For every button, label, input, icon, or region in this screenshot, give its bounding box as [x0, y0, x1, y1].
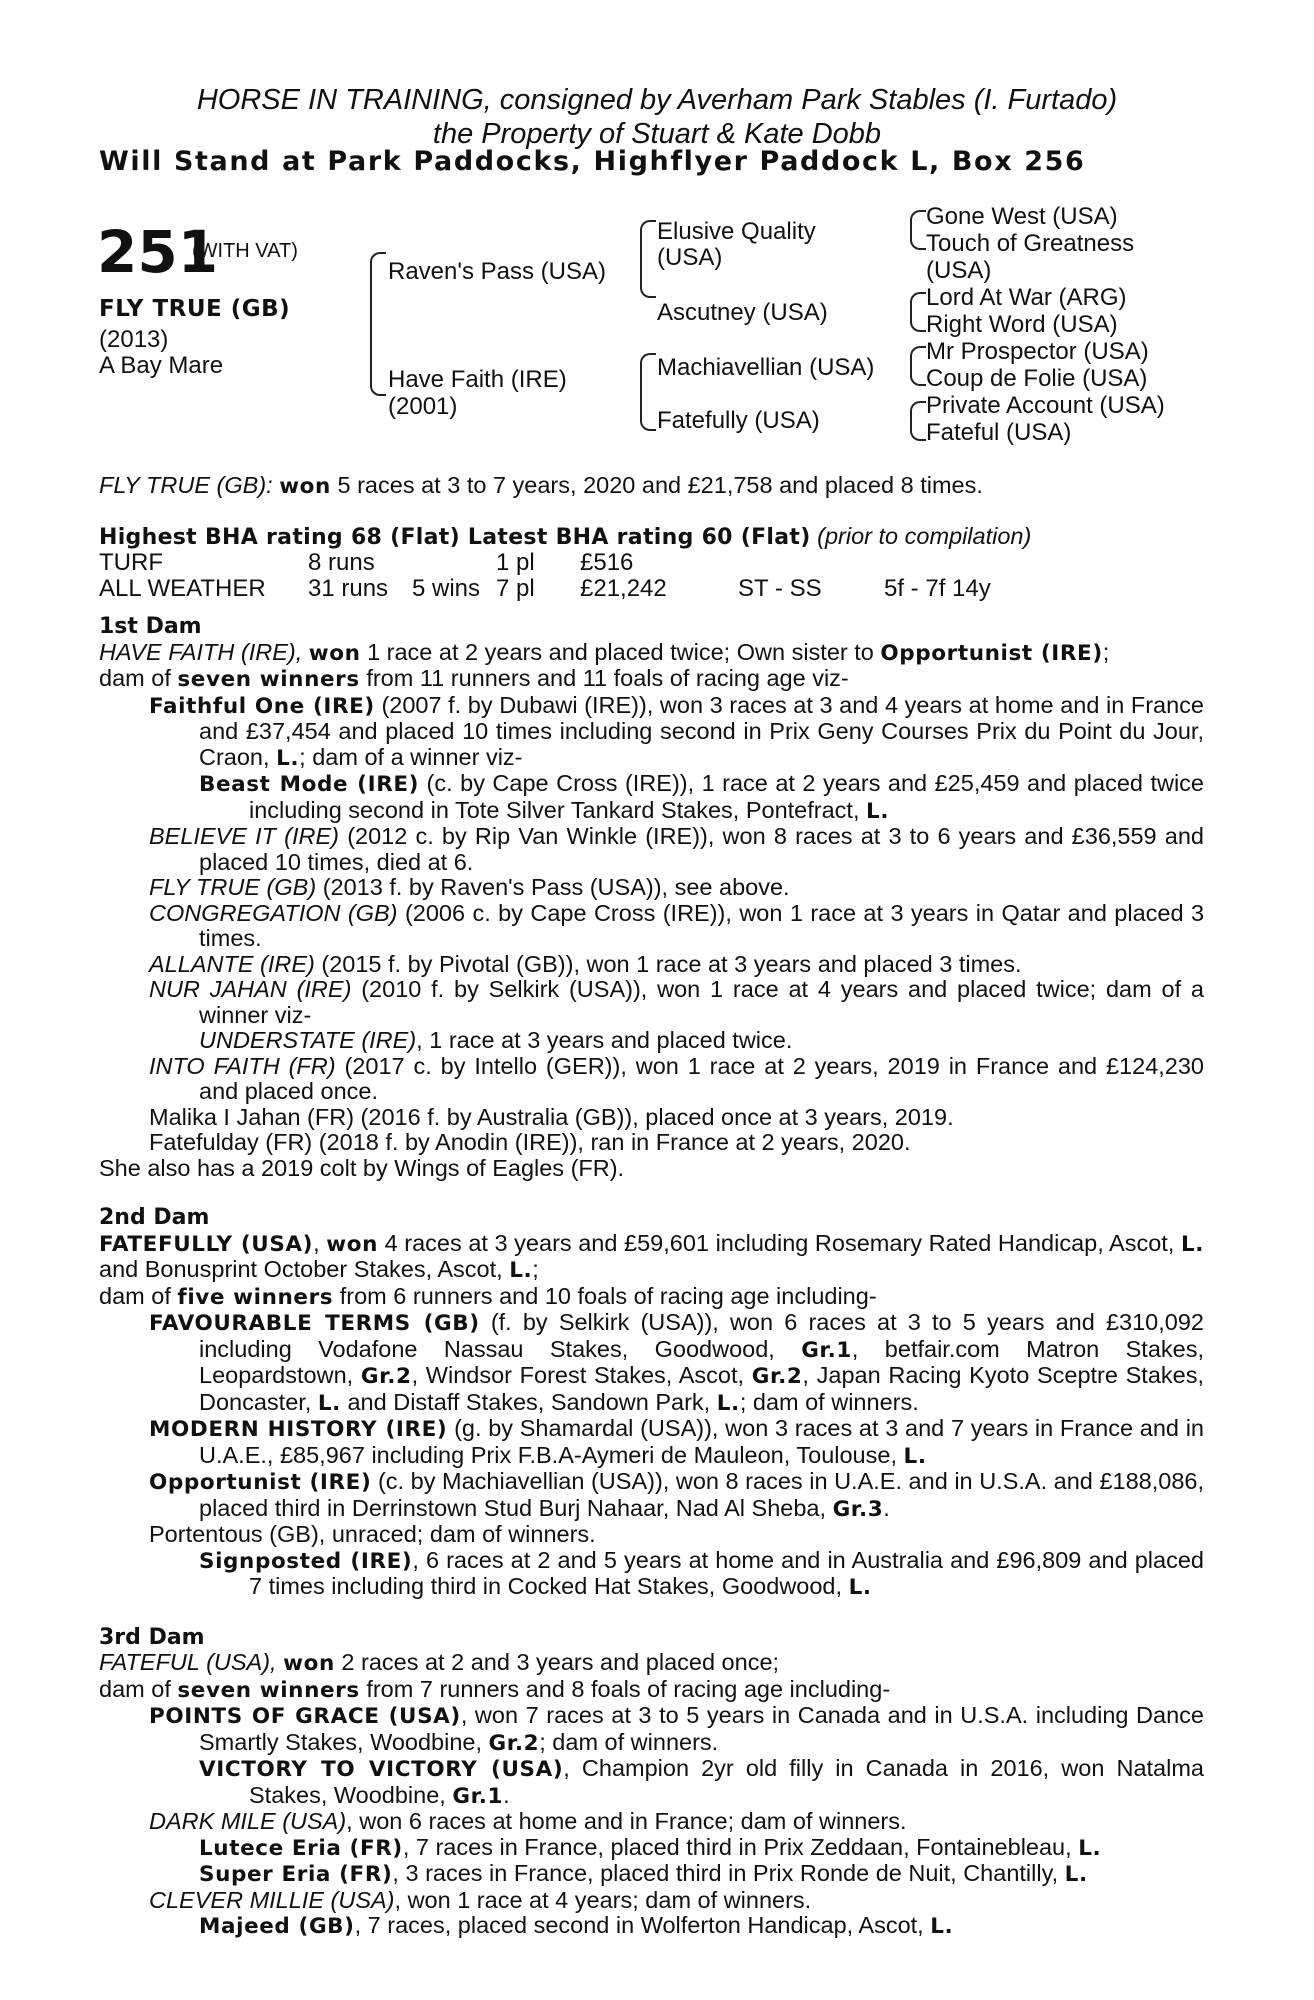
pedigree-sire-sire: Elusive Quality — [657, 218, 816, 245]
stats-prize: £516 — [580, 549, 634, 576]
produce-dark-mile: DARK MILE (USA), won 6 races at home and in France; dam of winners. — [149, 1808, 907, 1834]
produce-clever-millie: CLEVER MILLIE (USA), won 1 race at 4 years; dam of winners. — [149, 1886, 812, 1913]
pedigree-sdd: Right Word (USA) — [926, 311, 1118, 338]
stats-prize: £21,242 — [580, 575, 667, 602]
produce-into-faith: INTO FAITH (FR) (2017 c. by Intello (GER)), won 1 race at 2 years, 2019 in France and £124,230 and placed once. — [149, 1052, 1204, 1104]
ds-parents-brace — [910, 346, 926, 386]
dam-section — [99, 614, 1204, 1940]
produce-portentous: Portentous (GB), unraced; dam of winners. — [149, 1521, 596, 1547]
produce-opportunist: Opportunist (IRE) (c. by Machiavellian (USA)), won 8 races in U.A.E. and in U.S.A. and £188,086, placed third in Derrinstown Stud Burj Nahaar, Nad Al Sheba, Gr.3. — [149, 1468, 1204, 1522]
produce-allante: ALLANTE (IRE) (2015 f. by Pivotal (GB)), won 1 race at 3 years and placed 3 times. — [149, 950, 1022, 977]
pedigree-dam-sire: Machiavellian (USA) — [657, 354, 875, 381]
consignor-line: HORSE IN TRAINING, consigned by Averham Park Stables (I. Furtado) — [196, 84, 1118, 116]
produce-favourable-terms: FAVOURABLE TERMS (GB) (f. by Selkirk (USA)), won 6 races at 3 to 5 years and £310,092 including Vodafone Nassau Stakes, Goodwood, Gr.1, betfair.com Matron Stakes, Leopardstown, Gr.2, Windsor Forest Stakes, Ascot, Gr.2, Japan Racing Kyoto Sceptre Stakes, Doncaster, L. and Distaff Stakes, Sandown Park, L.; dam of winners. — [149, 1309, 1205, 1416]
pedigree-sds: Lord At War (ARG) — [926, 284, 1127, 311]
summary-horse: FLY TRUE (GB): — [99, 472, 273, 498]
pedigree-ddd: Fateful (USA) — [926, 419, 1072, 446]
rating-note: (prior to compilation) — [817, 523, 1032, 549]
third-dam-produce: dam of seven winners from 7 runners and 8 foals of racing age including- — [99, 1675, 891, 1703]
stats-going: ST - SS — [738, 575, 822, 602]
pedigree-sire: Raven's Pass (USA) — [388, 258, 606, 285]
pedigree-dam: Have Faith (IRE) — [388, 366, 567, 393]
produce-lutece-eria: Lutece Eria (FR), 7 races in France, placed third in Prix Zeddaan, Fontainebleau, L. — [199, 1833, 1102, 1861]
second-dam-heading: 2nd Dam — [99, 1205, 210, 1230]
produce-nur-jahan: NUR JAHAN (IRE) (2010 f. by Selkirk (USA)), won 1 race at 4 years and placed twice; dam of a winner viz- — [149, 976, 1204, 1028]
pedigree-dds: Private Account (USA) — [926, 392, 1165, 419]
produce-understate: UNDERSTATE (IRE), 1 race at 3 years and placed twice. — [199, 1027, 793, 1053]
stats-placed: 7 pl — [496, 575, 535, 602]
produce-fly-true: FLY TRUE (GB) (2013 f. by Raven's Pass (USA)), see above. — [149, 874, 790, 900]
produce-colt-note: She also has a 2019 colt by Wings of Eagles (FR). — [99, 1154, 625, 1181]
produce-believe-it: BELIEVE IT (IRE) (2012 c. by Rip Van Winkle (IRE)), won 8 races at 3 to 6 years and £36,559 and placed 10 times, died at 6. — [149, 823, 1205, 875]
pedigree-dss: Mr Prospector (USA) — [926, 338, 1149, 365]
stats-runs: 8 runs — [308, 549, 375, 576]
sd-parents-brace — [910, 292, 926, 332]
produce-points-of-grace: POINTS OF GRACE (USA), won 7 races at 3 to 5 years in Canada and in U.S.A. including Dance Smartly Stakes, Woodbine, Gr.2; dam of winners. — [149, 1702, 1204, 1756]
produce-signposted: Signposted (IRE), 6 races at 2 and 5 years at home and in Australia and £96,809 and placed 7 times including third in Cocked Hat Stakes, Goodwood, L. — [199, 1546, 1204, 1600]
lot-number: 251 — [97, 218, 219, 286]
produce-beast-mode: Beast Mode (IRE) (c. by Cape Cross (IRE)), 1 race at 2 years and £25,459 and placed twice including second in Tote Silver Tankard Stakes, Pontefract, L. — [199, 770, 1204, 824]
horse-name: FLY TRUE (GB) — [99, 296, 291, 322]
owner-line: the Property of Stuart & Kate Dobb — [432, 118, 882, 150]
pedigree-sire-dam: Ascutney (USA) — [657, 299, 828, 326]
dam-parents-brace — [640, 353, 656, 431]
stats-surface: TURF — [99, 549, 163, 576]
stats-placed: 1 pl — [496, 549, 535, 576]
third-dam-intro: FATEFUL (USA), won 2 races at 2 and 3 years and placed once; — [99, 1649, 780, 1676]
second-dam-intro: FATEFULLY (USA), won 4 races at 3 years and £59,601 including Rosemary Rated Handicap, Ascot, L. and Bonusprint October Stakes, Ascot, L.; — [99, 1229, 1205, 1283]
produce-victory-to-victory: VICTORY TO VICTORY (USA), Champion 2yr old filly in Canada in 2016, won Natalma Stakes, Woodbine, Gr.1. — [199, 1755, 1204, 1809]
summary-text: 5 races at 3 to 7 years, 2020 and £21,758 and placed 8 times. — [337, 472, 983, 498]
third-dam-heading: 3rd Dam — [99, 1624, 205, 1650]
dd-parents-brace — [910, 401, 926, 441]
rating-values: Highest BHA rating 68 (Flat) Latest BHA rating 60 (Flat) — [99, 525, 811, 550]
stats-wins: 5 wins — [412, 575, 481, 602]
pedigree-dsd: Coup de Folie (USA) — [926, 365, 1148, 392]
produce-malika: Malika I Jahan (FR) (2016 f. by Australia (GB)), placed once at 3 years, 2019. — [149, 1103, 954, 1130]
rating-line — [99, 523, 1031, 550]
stats-distance: 5f - 7f 14y — [884, 575, 991, 602]
second-dam-produce: dam of five winners from 6 runners and 10 foals of racing age including- — [99, 1282, 877, 1310]
sire-parents-brace — [640, 220, 656, 298]
pedigree-sss: Gone West (USA) — [926, 203, 1118, 230]
vat-note: (WITH VAT) — [192, 240, 298, 262]
stats-surface: ALL WEATHER — [99, 575, 266, 602]
pedigree-dam-dam: Fatefully (USA) — [657, 407, 820, 434]
sire-dam-brace — [370, 252, 386, 396]
horse-description: A Bay Mare — [99, 352, 224, 379]
produce-super-eria: Super Eria (FR), 3 races in France, placed third in Prix Ronde de Nuit, Chantilly, L. — [199, 1860, 1088, 1887]
first-dam-heading: 1st Dam — [99, 614, 202, 639]
pedigree-ssd-country: (USA) — [926, 257, 992, 284]
pedigree-ssd: Touch of Greatness — [926, 230, 1135, 257]
summary-won: won — [279, 474, 331, 499]
pedigree-dam-year: (2001) — [388, 393, 458, 420]
produce-majeed: Majeed (GB), 7 races, placed second in Wolferton Handicap, Ascot, L. — [199, 1912, 954, 1939]
foaling-year: (2013) — [99, 326, 169, 353]
first-dam-intro: HAVE FAITH (IRE), won 1 race at 2 years and placed twice; Own sister to Opportunist (IRE); — [99, 638, 1110, 666]
pedigree-sire-sire-country: (USA) — [657, 244, 723, 271]
ss-parents-brace — [910, 210, 926, 250]
produce-congregation: CONGREGATION (GB) (2006 c. by Cape Cross (IRE)), won 1 race at 3 years in Qatar and placed 3 times. — [149, 899, 1205, 951]
produce-fatefulday: Fatefulday (FR) (2018 f. by Anodin (IRE)), ran in France at 2 years, 2020. — [149, 1129, 911, 1155]
race-summary — [99, 472, 983, 499]
produce-modern-history: MODERN HISTORY (IRE) (g. by Shamardal (USA)), won 3 races at 3 and 7 years in France and in U.A.E., £85,967 including Prix F.B.A-Aymeri de Mauleon, Toulouse, L. — [149, 1415, 1204, 1469]
first-dam-produce: dam of seven winners from 11 runners and 11 foals of racing age viz- — [99, 665, 849, 692]
stats-runs: 31 runs — [308, 575, 389, 602]
produce-faithful-one: Faithful One (IRE) (2007 f. by Dubawi (IRE)), won 3 races at 3 and 4 years at home and in France and £37,454 and placed 10 times including second in Prix Geny Courses Prix du Point du Jour, Craon, L.; dam of a winner viz- — [149, 691, 1205, 771]
location-line: Will Stand at Park Paddocks, Highflyer Paddock L, Box 256 — [99, 146, 1086, 177]
